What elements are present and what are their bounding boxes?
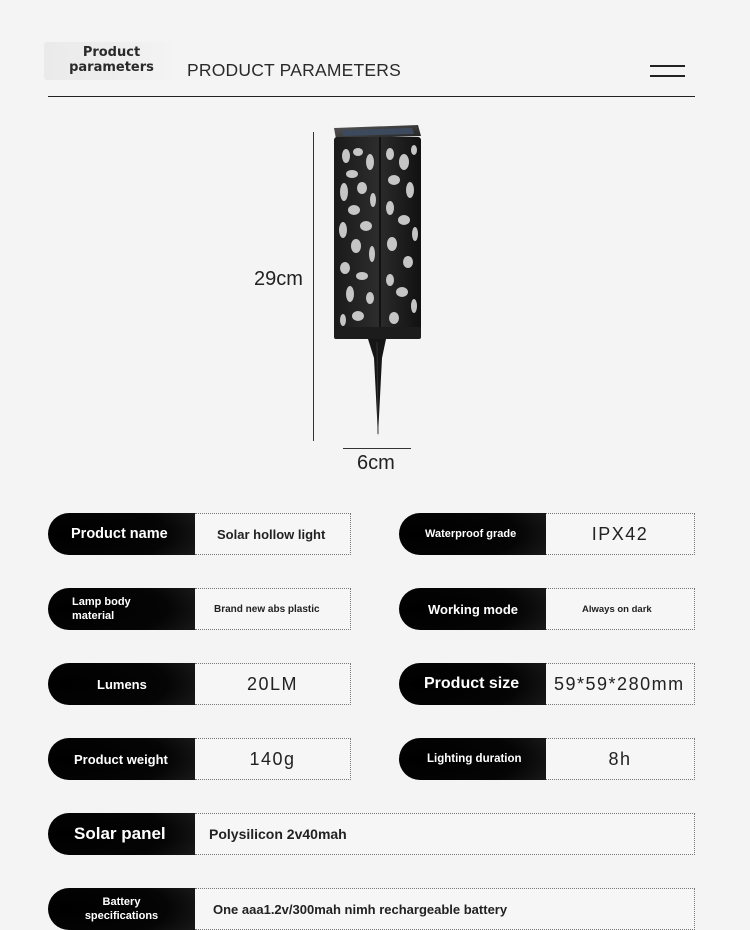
spec-waterproof-value: IPX42 xyxy=(546,513,695,555)
spec-product-name-label: Product name xyxy=(48,513,195,555)
spec-lighting-duration-value: 8h xyxy=(546,738,695,780)
page-title: PRODUCT PARAMETERS xyxy=(187,60,401,80)
spec-lamp-body-label-line2: material xyxy=(72,610,115,622)
menu-icon[interactable] xyxy=(650,65,686,79)
width-dimension-label: 6cm xyxy=(357,452,395,474)
spec-product-size-value: 59*59*280mm xyxy=(546,663,695,705)
spec-working-mode xyxy=(399,588,695,630)
spec-working-mode-label: Working mode xyxy=(399,588,546,630)
spec-lamp-body-label-line1: Lamp body xyxy=(72,596,131,608)
spec-solar-panel-label: Solar panel xyxy=(48,813,195,855)
spec-product-weight-label: Product weight xyxy=(48,738,195,780)
width-dimension-line xyxy=(343,448,411,449)
spec-working-mode-value: Always on dark xyxy=(546,588,695,630)
spec-lamp-body-value: Brand new abs plastic xyxy=(195,588,351,630)
spec-battery xyxy=(48,888,695,930)
spec-solar-panel xyxy=(48,813,695,855)
spec-lumens xyxy=(48,663,351,705)
spec-battery-label-line1: Battery xyxy=(102,896,141,908)
spec-product-size xyxy=(399,663,695,705)
spec-lighting-duration xyxy=(399,738,695,780)
spec-lamp-body-label xyxy=(48,588,195,630)
spec-lamp-body xyxy=(48,588,351,630)
spec-lumens-label: Lumens xyxy=(48,663,195,705)
spec-product-weight-value: 140g xyxy=(195,738,351,780)
spec-lumens-value: 20LM xyxy=(195,663,351,705)
spec-battery-value: One aaa1.2v/300mah nimh rechargeable battery xyxy=(195,888,695,930)
spec-battery-label xyxy=(48,888,195,930)
spec-lighting-duration-label: Lighting duration xyxy=(399,738,546,780)
spec-product-size-label: Product size xyxy=(399,663,546,705)
spec-solar-panel-value: Polysilicon 2v40mah xyxy=(195,813,695,855)
header-divider xyxy=(48,96,695,97)
spec-product-weight xyxy=(48,738,351,780)
spec-waterproof xyxy=(399,513,695,555)
height-dimension-line xyxy=(313,132,314,441)
spec-product-name-value: Solar hollow light xyxy=(195,513,351,555)
height-dimension-label: 29cm xyxy=(254,268,303,290)
spec-battery-label-line2: specifications xyxy=(84,910,159,922)
spec-product-name xyxy=(48,513,351,555)
solar-lamp-image xyxy=(328,122,426,440)
spec-waterproof-label: Waterproof grade xyxy=(399,513,546,555)
section-tag-line1: Product xyxy=(82,45,141,60)
section-tag-line2: parameters xyxy=(69,60,154,75)
section-tag xyxy=(44,42,179,80)
